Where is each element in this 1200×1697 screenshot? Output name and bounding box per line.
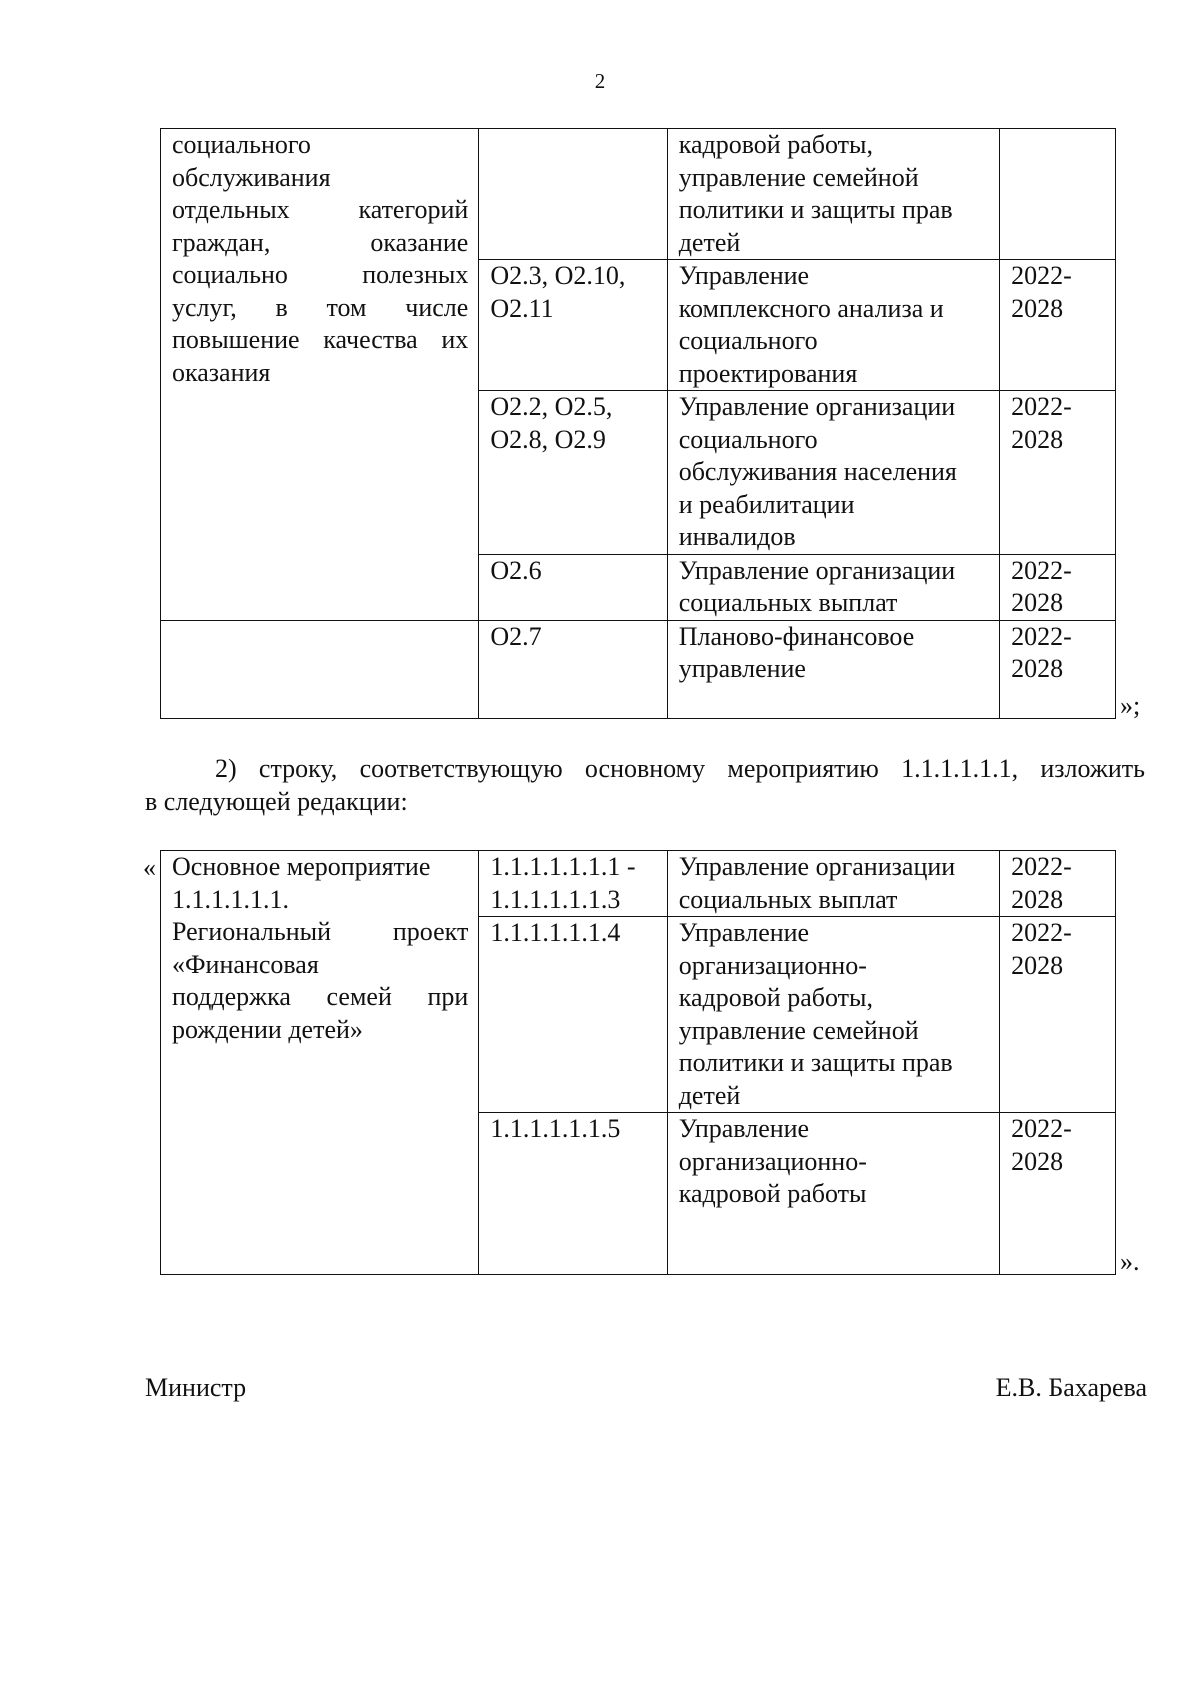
word: основному <box>584 754 706 783</box>
cell-line: социальных выплат <box>678 588 898 617</box>
indicator-codes-cell: О2.3, О2.10, О2.11 <box>479 260 667 391</box>
years-cell: 2022-2028 <box>1000 554 1116 620</box>
description-line: 1.1.1.1.1.1. <box>172 884 289 914</box>
event-description-cell <box>161 851 479 1275</box>
table-row <box>161 620 1116 718</box>
word: категорий <box>358 195 469 224</box>
cell-line: 1.1.1.1.1.1.1 - <box>490 852 636 881</box>
word: граждан, <box>172 227 271 257</box>
word: их <box>441 325 469 354</box>
indicator-codes-cell <box>479 851 667 917</box>
word: Региональный <box>172 917 332 946</box>
description-line: обслуживания <box>172 162 331 192</box>
indicator-codes-cell <box>479 917 667 1113</box>
empty-description-cell <box>161 620 479 718</box>
cell-line: социального <box>678 326 818 355</box>
cell-line: кадровой работы <box>678 1179 867 1208</box>
cell-line: организационно- <box>678 950 867 980</box>
paragraph-line <box>145 752 1145 785</box>
years-cell: 2022-2028 <box>1000 620 1116 718</box>
years-cell: 2022-2028 <box>1000 851 1116 917</box>
responsible-org-cell <box>667 391 999 555</box>
cell-line: социального <box>678 424 818 454</box>
event-description-cell <box>161 129 479 621</box>
description-line <box>172 259 468 292</box>
word: проект <box>392 917 469 946</box>
responsible-org-cell <box>667 260 999 391</box>
years-cell: 2022-2028 <box>1000 1113 1116 1275</box>
word: изложить <box>1040 754 1145 783</box>
event-description-text <box>172 851 468 1046</box>
paragraph-line: в следующей редакции: <box>145 787 408 816</box>
description-line <box>172 194 468 227</box>
table-row <box>161 129 1116 260</box>
responsible-org-cell <box>667 554 999 620</box>
description-line: «Финансовая <box>172 949 319 979</box>
responsible-org-cell <box>667 1113 999 1275</box>
description-line <box>172 227 468 260</box>
word: отдельных <box>172 195 290 224</box>
cell-line: Управление организации <box>678 852 956 881</box>
word: социально <box>172 260 288 289</box>
cell-line: обслуживания населения <box>678 457 957 486</box>
responsible-org-cell <box>667 129 999 260</box>
years-cell: 2022-2028 <box>1000 391 1116 555</box>
cell-line: детей <box>678 227 741 257</box>
indicator-codes-cell: О2.6 <box>479 554 667 620</box>
responsible-org-cell <box>667 851 999 917</box>
program-table-new <box>160 850 1116 1275</box>
table-row <box>161 851 1116 917</box>
cell-line: 1.1.1.1.1.1.4 <box>490 918 621 947</box>
closing-quote-mark: ». <box>1120 1247 1140 1276</box>
description-line: Основное мероприятие <box>172 852 431 881</box>
years-cell: 2022-2028 <box>1000 917 1116 1113</box>
signature-title: Министр <box>145 1373 247 1402</box>
responsible-org-cell <box>667 620 999 718</box>
word: семей <box>326 982 392 1011</box>
cell-line: организационно- <box>678 1146 867 1176</box>
amendment-paragraph <box>145 752 1145 818</box>
word: 1.1.1.1.1.1, <box>901 754 1019 783</box>
word: повышение <box>172 325 300 354</box>
word: поддержка <box>172 982 291 1011</box>
cell-line: детей <box>678 1080 741 1110</box>
cell-line: Управление <box>678 1114 810 1143</box>
word: мероприятию <box>727 754 879 783</box>
word: оказание <box>370 227 469 257</box>
cell-line: Управление <box>678 261 810 290</box>
description-line: рождении детей» <box>172 1014 363 1044</box>
cell-line: социальных выплат <box>678 884 898 914</box>
description-line <box>172 292 468 325</box>
description-line <box>172 324 468 357</box>
word: том <box>326 292 367 322</box>
description-line: социального <box>172 130 311 159</box>
description-line <box>172 916 468 949</box>
cell-line: комплексного анализа и <box>678 293 944 323</box>
cell-line: 1.1.1.1.1.1.5 <box>490 1114 621 1143</box>
cell-line: политики и защиты прав <box>678 195 953 224</box>
cell-line: управление семейной <box>678 1015 919 1045</box>
opening-quote-mark: « <box>143 853 156 882</box>
cell-line: кадровой работы, <box>678 130 873 159</box>
cell-line: политики и защиты прав <box>678 1048 953 1077</box>
word: 2) <box>215 754 237 783</box>
cell-line: управление семейной <box>678 162 919 192</box>
cell-line: Управление организации <box>678 555 956 585</box>
cell-line: Планово-финансовое <box>678 621 915 651</box>
word: при <box>427 982 469 1011</box>
cell-line: проектирования <box>678 358 858 388</box>
indicator-codes-cell: О2.7 <box>479 620 667 718</box>
closing-quote-mark: »; <box>1120 691 1141 720</box>
cell-line: Управление организации <box>678 392 956 421</box>
cell-line: и реабилитации <box>678 489 855 519</box>
word: качества <box>323 325 418 354</box>
cell-line: Управление <box>678 918 810 947</box>
word: полезных <box>362 260 469 289</box>
responsible-org-cell <box>667 917 999 1113</box>
description-line: оказания <box>172 357 271 387</box>
word: числе <box>405 292 469 322</box>
signature-name: Е.В. Бахарева <box>995 1373 1147 1402</box>
indicator-codes-cell: О2.2, О2.5, О2.8, О2.9 <box>479 391 667 555</box>
program-table-continued <box>160 128 1116 719</box>
word: услуг, <box>172 292 237 322</box>
word: соответствующую <box>359 754 563 783</box>
cell-line: управление <box>678 654 806 683</box>
event-description-text <box>172 129 468 389</box>
word: в <box>275 292 288 322</box>
years-cell: 2022-2028 <box>1000 260 1116 391</box>
word: строку, <box>258 754 338 783</box>
page-number: 2 <box>594 69 606 93</box>
cell-line: инвалидов <box>678 522 796 551</box>
cell-line: 1.1.1.1.1.1.3 <box>490 884 621 914</box>
years-cell <box>1000 129 1116 260</box>
description-line <box>172 981 468 1014</box>
indicator-codes-cell <box>479 1113 667 1275</box>
cell-line: кадровой работы, <box>678 983 873 1012</box>
indicator-codes-cell <box>479 129 667 260</box>
